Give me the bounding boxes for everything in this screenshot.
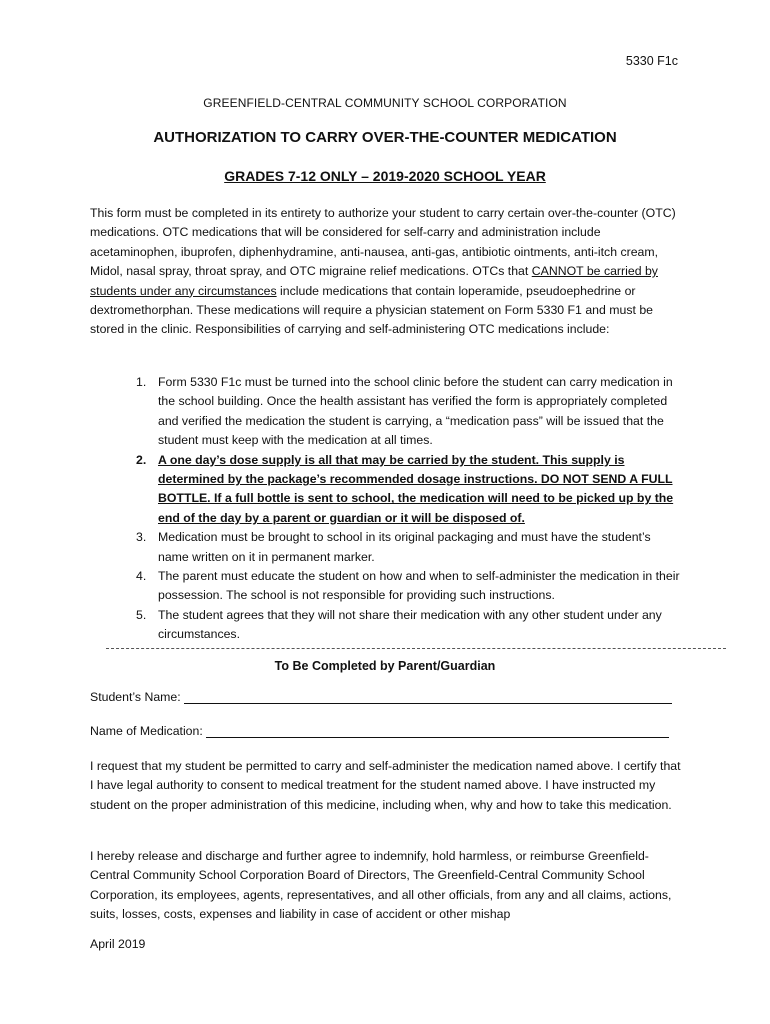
list-item-number: 2.: [136, 452, 147, 467]
document-title: AUTHORIZATION TO CARRY OVER-THE-COUNTER MEDICATION: [153, 129, 617, 146]
intro-underlined-text: CANNOT be carried by students under any circumstances: [90, 264, 658, 298]
list-item: [0, 451, 683, 529]
student-name-row: [90, 690, 672, 704]
medication-name-row: [90, 724, 669, 738]
revision-date: April 2019: [90, 937, 146, 951]
intro-text-part2: include medications that contain loperamide, pseudoephedrine or dextromethorphan. These medications will require a physician statement on Form 5330 F1 and must be stored in the clinic. Responsibilities of carrying and self-administering OTC medications include:: [90, 283, 653, 337]
list-item: [0, 373, 683, 451]
list-item-text: The student agrees that they will not share their medication with any other student under any circumstances.: [158, 607, 662, 642]
form-number: 5330 F1c: [625, 54, 678, 68]
student-name-label: Student’s Name:: [90, 690, 181, 704]
list-item: [0, 567, 683, 606]
list-item-text: A one day’s dose supply is all that may be carried by the student. This supply is determined by the package’s recommended dosage instructions. DO NOT SEND A FULL BOTTLE. If a full bottle is sent to school, the medication will need to be picked up by the end of the day by a parent or guardian or it will be disposed of.: [158, 452, 674, 525]
student-name-field[interactable]: [184, 690, 672, 704]
medication-name-label: Name of Medication:: [90, 724, 203, 738]
medication-name-field[interactable]: [206, 724, 669, 738]
intro-paragraph: [90, 204, 685, 340]
list-item: [0, 528, 683, 567]
list-item-number: 1.: [136, 375, 147, 389]
list-item-number: 4.: [136, 569, 147, 584]
request-paragraph: I request that my student be permitted to carry and self-administer the medication named above. I certify that I have legal authority to consent to medical treatment for the student named above. I have instructed my student on the proper administration of this medicine, including when, why and how to take this medication.: [90, 759, 681, 812]
list-item-number: 5.: [136, 607, 147, 622]
list-item-text: The parent must educate the student on how and when to self-administer the medication in their possession. The school is not responsible for providing such instructions.: [158, 569, 680, 603]
list-item-text: Medication must be brought to school in its original packaging and must have the student’s name written on it in permanent marker.: [158, 530, 651, 564]
corporation-name: GREENFIELD-CENTRAL COMMUNITY SCHOOL CORPORATION: [203, 96, 567, 110]
document-subtitle: GRADES 7-12 ONLY – 2019-2020 SCHOOL YEAR: [224, 168, 546, 184]
list-item: [0, 606, 683, 645]
release-paragraph: I hereby release and discharge and further agree to indemnify, hold harmless, or reimburse Greenfield-Central Community School Corporation Board of Directors, The Greenfield-Central Community School Corporation, its employees, agents, representatives, and all other officials, from any and all claims, actions, suits, losses, costs, expenses and liability in case of accident or other mishap: [90, 849, 672, 922]
responsibilities-list: [0, 373, 770, 645]
list-item-text: Form 5330 F1c must be turned into the school clinic before the student can carry medication in the school building. Once the health assistant has verified the form is appropriately completed and verified the medication the student is carrying, a “medication pass” will be issued that the student must keep with the medication at all times.: [158, 375, 673, 448]
section-divider: [106, 648, 726, 649]
intro-text-part1: This form must be completed in its entirety to authorize your student to carry certain over-the-counter (OTC) medications. OTC medications that will be considered for self-carry and administration include acetaminophen, ibuprofen, diphenhydramine, anti-nausea, anti-gas, antibiotic ointments, anti-itch cream, Midol, nasal spray, throat spray, and OTC migraine relief medications. OTCs that: [90, 206, 676, 279]
parent-section-heading: To Be Completed by Parent/Guardian: [274, 659, 496, 673]
list-item-number: 3.: [136, 530, 147, 545]
